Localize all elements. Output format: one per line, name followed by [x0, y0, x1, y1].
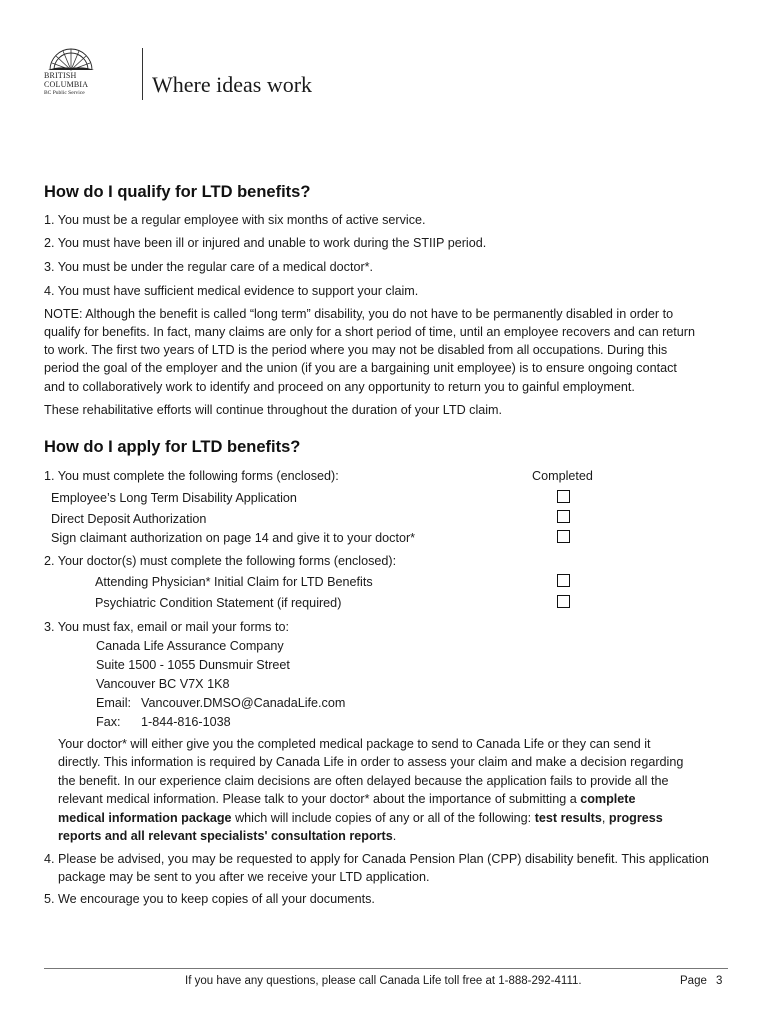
form-item: Direct Deposit Authorization: [51, 512, 207, 526]
completed-checkbox[interactable]: [557, 574, 570, 587]
address-line: Vancouver BC V7X 1K8: [96, 677, 230, 691]
qualify-item: 1. You must be a regular employee with six months of active service.: [44, 213, 426, 227]
logo-line-public-service: BC Public Service: [44, 90, 85, 96]
qualify-item: 4. You must have sufficient medical evidence to support your claim.: [44, 284, 419, 298]
doctor-paragraph-line: [58, 790, 636, 808]
completed-checkbox[interactable]: [557, 510, 570, 523]
doctor-text: relevant medical information. Please talk to your doctor* about the importance of submitting a: [58, 792, 577, 806]
package-tail: which will include copies of any or all of the following:: [231, 811, 535, 825]
apply-step-4-cont: package may be sent to you after we receive your LTD application.: [58, 870, 430, 884]
logo-divider: [142, 48, 143, 100]
apply-heading: How do I apply for LTD benefits?: [44, 438, 301, 456]
logo-line-columbia: COLUMBIA: [44, 79, 89, 89]
bold-complete: complete: [580, 792, 636, 806]
address-line: Canada Life Assurance Company: [96, 639, 284, 653]
form-item: Psychiatric Condition Statement (if required): [95, 596, 342, 610]
logo-wordmark: [44, 72, 100, 98]
completed-checkbox[interactable]: [557, 595, 570, 608]
apply-step-5: 5. We encourage you to keep copies of all your documents.: [44, 892, 375, 906]
note-line: NOTE: Although the benefit is called “long term” disability, you do not have to be permanently disabled in order to: [44, 307, 674, 321]
doctor-paragraph-line: directly. This information is required by Canada Life in order to assess your claim and make a decision regarding: [58, 755, 684, 769]
doctor-paragraph-line: the benefit. In our experience claim decisions are often delayed because the application fails to provide all the: [58, 774, 669, 788]
doctor-paragraph-line: [58, 827, 396, 845]
period: .: [392, 829, 397, 843]
bold-package: medical information package: [58, 811, 232, 825]
fax-label: Fax:: [96, 715, 121, 729]
qualify-item: 3. You must be under the regular care of a medical doctor*.: [44, 260, 374, 274]
form-item: Attending Physician* Initial Claim for LTD Benefits: [95, 575, 373, 589]
qualify-item: 2. You must have been ill or injured and unable to work during the STIIP period.: [44, 236, 487, 250]
apply-step-4: 4. Please be advised, you may be requested to apply for Canada Pension Plan (CPP) disability benefit. This application: [44, 852, 709, 866]
note-line: to work. The first two years of LTD is the period where you may not be disabled from all occupations. During this: [44, 343, 668, 357]
completed-checkbox[interactable]: [557, 490, 570, 503]
completed-column-label: Completed: [532, 469, 593, 483]
address-line: Suite 1500 - 1055 Dunsmuir Street: [96, 658, 290, 672]
footer-contact: If you have any questions, please call Canada Life toll free at 1-888-292-4111.: [185, 975, 582, 987]
comma: ,: [601, 811, 609, 825]
apply-step-2: 2. Your doctor(s) must complete the following forms (enclosed):: [44, 554, 397, 568]
apply-step-1: 1. You must complete the following forms (enclosed):: [44, 469, 339, 483]
bold-test-results: test results: [534, 811, 602, 825]
bold-progress: progress: [608, 811, 663, 825]
completed-checkbox[interactable]: [557, 530, 570, 543]
logo-line-british: BRITISH: [44, 71, 77, 80]
rehab-text: These rehabilitative efforts will continue throughout the duration of your LTD claim.: [44, 403, 503, 417]
email-label: Email:: [96, 696, 131, 710]
note-line: period the goal of the employer and the union (if you are a bargaining unit employee) is to ensure ongoing contact: [44, 361, 677, 375]
footer-rule: [44, 968, 728, 969]
email-link[interactable]: Vancouver.DMSO@CanadaLife.com: [141, 696, 346, 710]
qualify-heading: How do I qualify for LTD benefits?: [44, 183, 311, 201]
bc-public-service-logo: [44, 44, 313, 104]
page-label: Page: [680, 975, 707, 987]
fax-number: 1-844-816-1038: [141, 715, 231, 729]
tagline: Where ideas work: [152, 72, 313, 97]
apply-step-3: 3. You must fax, email or mail your forms to:: [44, 620, 289, 634]
form-item: Sign claimant authorization on page 14 and give it to your doctor*: [51, 531, 416, 545]
page-number: 3: [716, 975, 723, 987]
doctor-paragraph-line: [58, 809, 663, 827]
bold-reports: reports and all relevant specialists' consultation reports: [58, 829, 393, 843]
note-line: and to collaboratively work to identify and proceed on any opportunity to return you to gainful employment.: [44, 380, 635, 394]
doctor-paragraph-line: Your doctor* will either give you the completed medical package to send to Canada Life or they can send it: [58, 737, 651, 751]
form-item: Employee’s Long Term Disability Application: [51, 491, 297, 505]
note-line: qualify for benefits. In fact, many claims are only for a short period of time, until an employee recovers and can return: [44, 325, 695, 339]
